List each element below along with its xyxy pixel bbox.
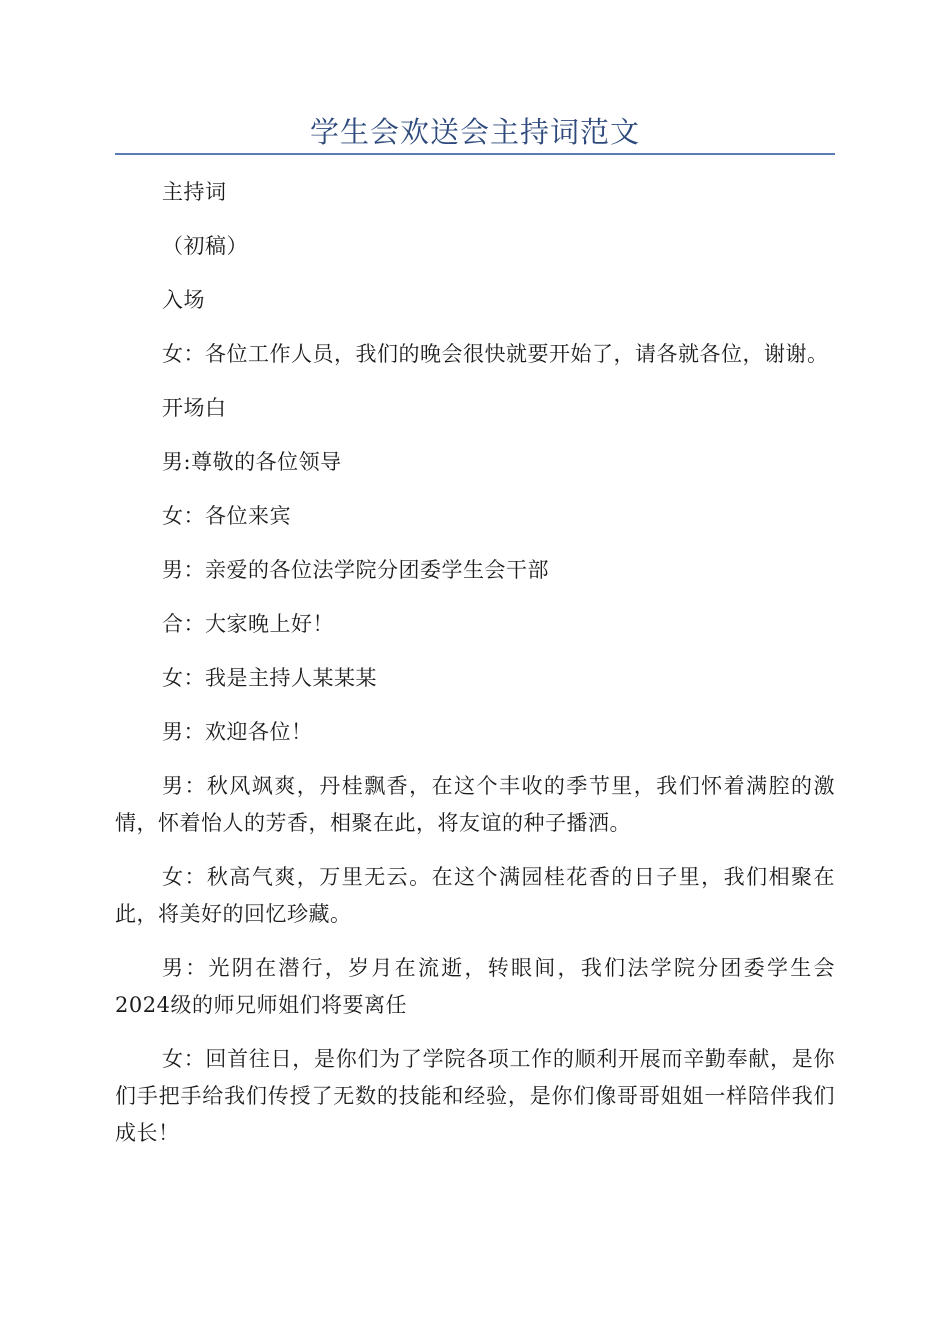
paragraph-line: 男：秋风飒爽，丹桂飘香，在这个丰收的季节里，我们怀着满腔的激情，怀着怡人的芳香，相聚在此，将友谊的种子播洒。	[115, 774, 835, 835]
paragraph-draft-note: （初稿）	[162, 234, 248, 258]
paragraph-section-entrance: 入场	[162, 288, 205, 312]
paragraph-line: 女：各位工作人员，我们的晚会很快就要开始了，请各就各位，谢谢。	[162, 342, 829, 366]
document-body	[115, 174, 835, 1169]
paragraph-heading-host-script: 主持词	[162, 180, 227, 204]
paragraph-line: 女：秋高气爽，万里无云。在这个满园桂花香的日子里，我们相聚在此，将美好的回忆珍藏。	[115, 865, 835, 926]
paragraph-line: 男：亲爱的各位法学院分团委学生会干部	[162, 558, 549, 582]
title-underline	[115, 153, 835, 155]
paragraph-line: 女：我是主持人某某某	[162, 666, 377, 690]
paragraph-section-opening: 开场白	[162, 396, 227, 420]
document-page	[115, 0, 835, 1344]
paragraph-line: 男:尊敬的各位领导	[162, 450, 342, 474]
paragraph-line: 女：各位来宾	[162, 504, 291, 528]
paragraph-line: 男：光阴在潜行，岁月在流逝，转眼间，我们法学院分团委学生会2024级的师兄师姐们将要离任	[115, 956, 835, 1017]
paragraph-line: 合：大家晚上好！	[162, 612, 334, 636]
paragraph-line: 男：欢迎各位！	[162, 720, 313, 744]
document-title: 学生会欢送会主持词范文	[309, 115, 640, 149]
paragraph-line: 女：回首往日，是你们为了学院各项工作的顺利开展而辛勤奉献，是你们手把手给我们传授了无数的技能和经验，是你们像哥哥姐姐一样陪伴我们成长！	[115, 1047, 835, 1145]
